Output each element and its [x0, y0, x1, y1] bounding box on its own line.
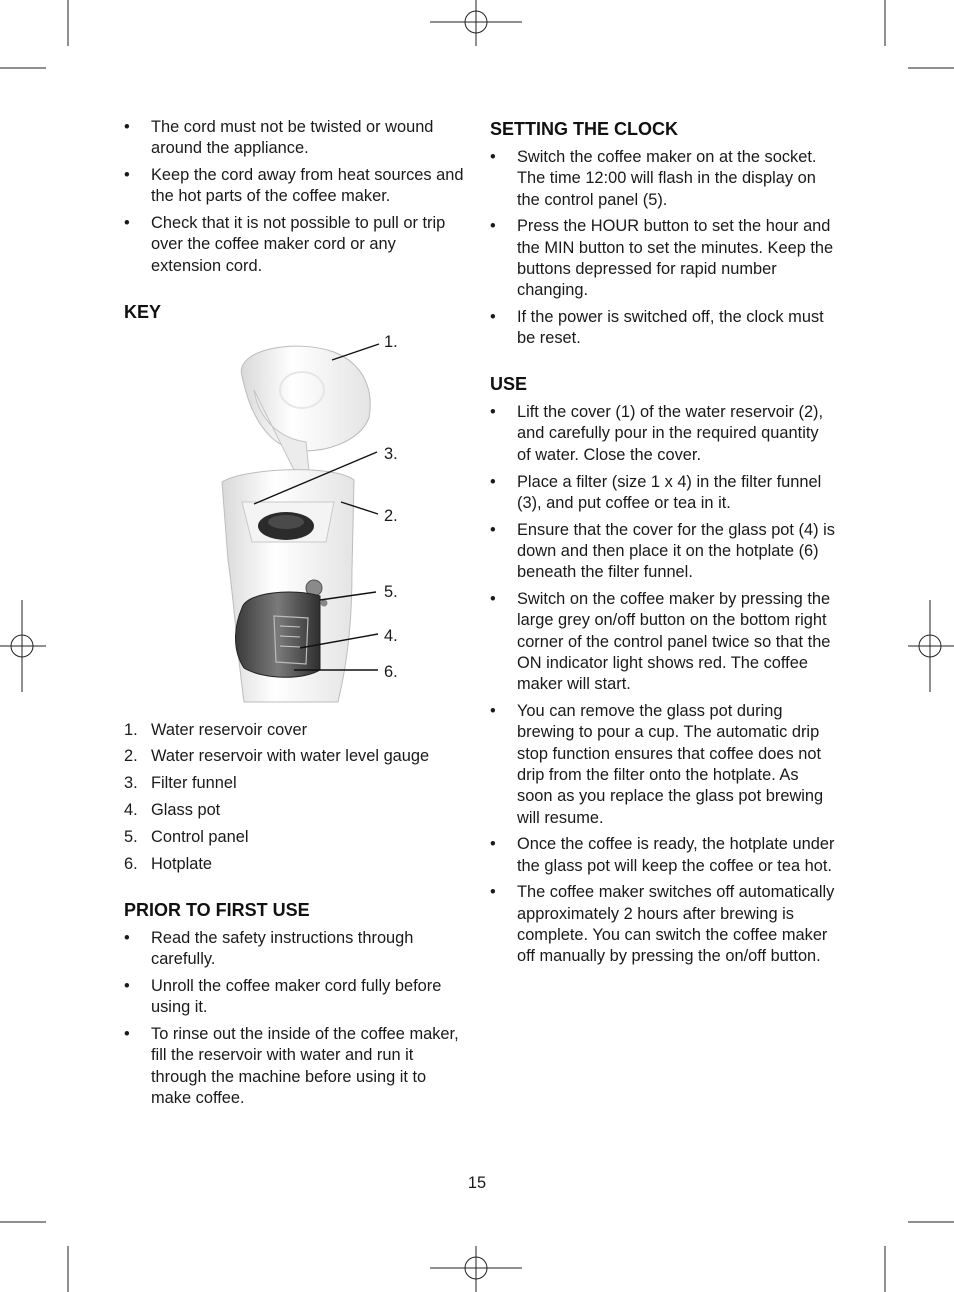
list-item: • Once the coffee is ready, the hotplate under the glass pot will keep the coffee or tea hot. — [490, 834, 835, 877]
callout-label-3: 3. — [384, 444, 398, 463]
key-heading: KEY — [124, 301, 162, 322]
item-text: Filter funnel — [151, 774, 237, 793]
coffee-maker-figure — [124, 330, 424, 714]
list-item: • If the power is switched off, the clock must be reset. — [490, 307, 835, 350]
list-item — [124, 827, 464, 848]
callout-label-4: 4. — [384, 626, 398, 645]
callout-label-1: 1. — [384, 332, 398, 351]
setting-the-clock-list — [490, 147, 835, 350]
setting-the-clock-heading: SETTING THE CLOCK — [490, 119, 678, 139]
prior-to-first-use-list — [124, 928, 464, 1109]
left-column — [124, 117, 464, 1115]
key-list — [124, 720, 464, 876]
item-text: Water reservoir cover — [151, 720, 308, 739]
callout-label-5: 5. — [384, 582, 398, 601]
coffee-maker-illustration — [124, 330, 424, 714]
list-item — [124, 800, 464, 821]
item-text: Hotplate — [151, 855, 213, 874]
list-item: • Press the HOUR button to set the hour and the MIN button to set the minutes. Keep the buttons depressed for rapid number changing. — [490, 216, 835, 301]
list-item — [124, 773, 464, 794]
list-item: • Keep the cord away from heat sources and the hot parts of the coffee maker. — [124, 165, 464, 208]
list-item: • To rinse out the inside of the coffee maker, fill the reservoir with water and run it through the machine before using it to make coffee. — [124, 1024, 464, 1109]
list-item: • The coffee maker switches off automatically approximately 2 hours after brewing is complete. You can switch the coffee maker off manually by pressing the on/off button. — [490, 882, 835, 967]
list-item — [124, 854, 464, 875]
item-text: Control panel — [151, 828, 249, 847]
item-number: 5. — [124, 828, 138, 847]
list-item: • Switch the coffee maker on at the socket. The time 12:00 will flash in the display on the control panel (5). — [490, 147, 835, 211]
item-text: Water reservoir with water level gauge — [151, 747, 430, 766]
list-item: • Unroll the coffee maker cord fully before using it. — [124, 976, 464, 1019]
item-number: 6. — [124, 855, 138, 874]
list-item: • Place a filter (size 1 x 4) in the filter funnel (3), and put coffee or tea in it. — [490, 472, 835, 515]
list-item: • Switch on the coffee maker by pressing the large grey on/off button on the bottom right corner of the control panel twice so that the ON indicator light shows red. The coffee maker will start. — [490, 589, 835, 695]
list-item — [124, 720, 464, 741]
prior-to-first-use-heading: PRIOR TO FIRST USE — [124, 899, 310, 920]
item-number: 2. — [124, 747, 138, 766]
callout-label-2: 2. — [384, 506, 398, 525]
list-item: • You can remove the glass pot during brewing to pour a cup. The automatic drip stop function ensures that coffee does not drip from the filter onto the hotplate. As soon as you replace the glass pot brewing will resume. — [490, 701, 835, 829]
use-heading: USE — [490, 374, 528, 395]
page-number: 15 — [467, 1174, 487, 1192]
list-item: • Lift the cover (1) of the water reservoir (2), and carefully pour in the required quantity of water. Close the cover. — [490, 402, 835, 466]
list-item: • Ensure that the cover for the glass pot (4) is down and then place it on the hotplate (6) beneath the filter funnel. — [490, 520, 835, 584]
list-item — [124, 746, 464, 767]
item-number: 3. — [124, 774, 138, 793]
list-item: • The cord must not be twisted or wound around the appliance. — [124, 117, 464, 160]
item-number: 4. — [124, 801, 138, 820]
item-text: Glass pot — [151, 801, 221, 820]
cord-safety-list — [124, 117, 464, 277]
list-item: • Read the safety instructions through carefully. — [124, 928, 464, 971]
callout-label-6: 6. — [384, 662, 398, 681]
right-column — [490, 117, 835, 973]
list-item: • Check that it is not possible to pull or trip over the coffee maker cord or any extension cord. — [124, 213, 464, 277]
use-list — [490, 402, 835, 967]
item-number: 1. — [124, 720, 138, 739]
